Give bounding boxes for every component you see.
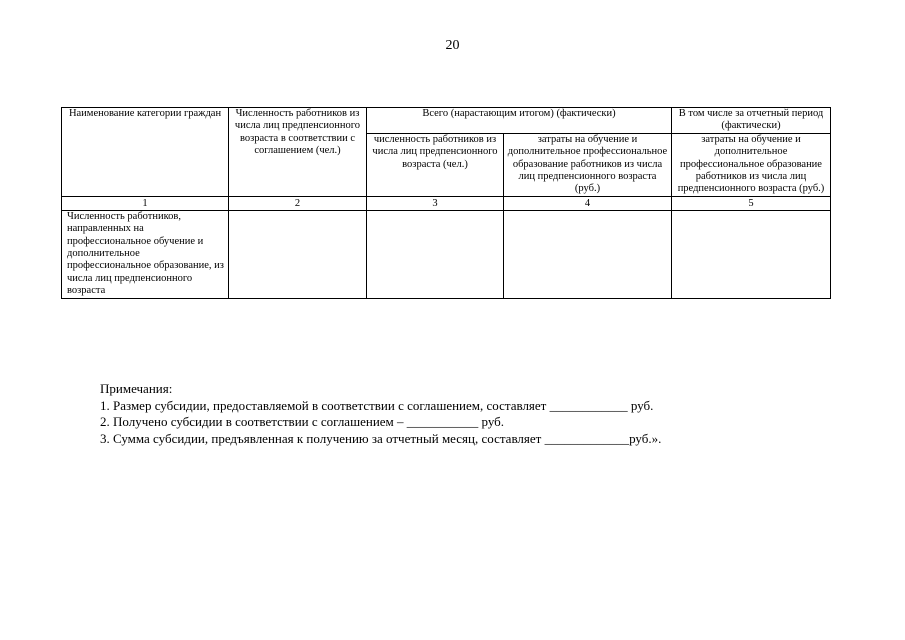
cell-training-costs-total <box>504 210 672 298</box>
column-number: 1 <box>62 196 229 210</box>
table-row <box>62 210 831 298</box>
subsidy-report-table <box>61 107 831 299</box>
header-reporting-period: В том числе за отчетный период (фактически) <box>672 108 831 134</box>
column-number: 3 <box>367 196 504 210</box>
note-item: 3. Сумма субсидии, предъявленная к получению за отчетный месяц, составляет _____________руб.». <box>100 430 662 446</box>
cell-training-costs-period <box>672 210 831 298</box>
header-training-costs-period: затраты на обучение и дополнительное профессиональное образование работников из числа лиц предпенсионного возраста (руб.) <box>672 133 831 196</box>
notes-title: Примечания: <box>100 381 173 396</box>
page-number: 20 <box>445 38 460 53</box>
column-number: 5 <box>672 196 831 210</box>
header-total-cumulative: Всего (нарастающим итогом) (фактически) <box>367 108 672 134</box>
header-row-top <box>62 108 831 134</box>
cell-workers-count <box>367 210 504 298</box>
row-category: Численность работников, направленных на профессиональное обучение и дополнительное профессиональное образование, из числа лиц предпенсионного возраста <box>62 210 229 298</box>
header-workers-count: численность работников из числа лиц предпенсионного возраста (чел.) <box>367 133 504 196</box>
header-workers-by-agreement: Численность работников из числа лиц предпенсионного возраста в соответствии с соглашением (чел.) <box>229 108 367 197</box>
column-numbers-row <box>62 196 831 210</box>
header-category-name: Наименование категории граждан <box>62 108 229 197</box>
note-item: 1. Размер субсидии, предоставляемой в соответствии с соглашением, составляет ____________ руб. <box>100 397 654 413</box>
note-item: 2. Получено субсидии в соответствии с соглашением – ___________ руб. <box>100 414 505 429</box>
column-number: 2 <box>229 196 367 210</box>
cell-workers-by-agreement <box>229 210 367 298</box>
column-number: 4 <box>504 196 672 210</box>
notes-section <box>100 381 661 447</box>
header-training-costs-total: затраты на обучение и дополнительное профессиональное образование работников из числа лиц предпенсионного возраста (руб.) <box>504 133 672 196</box>
